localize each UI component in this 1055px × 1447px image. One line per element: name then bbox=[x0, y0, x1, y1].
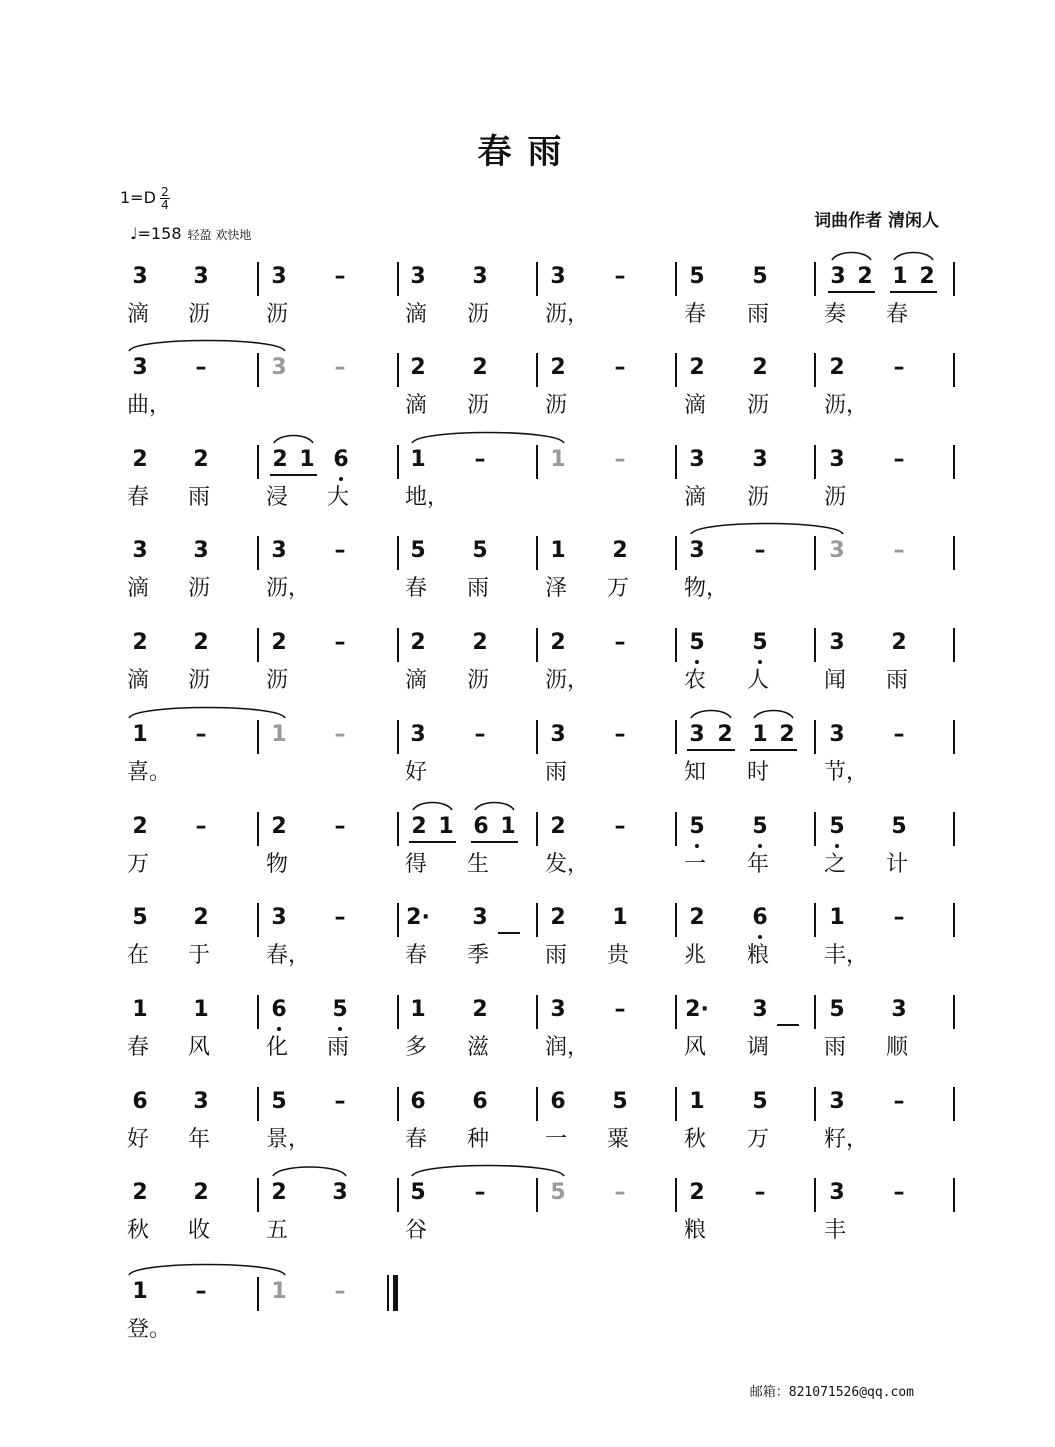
tempo-description: 轻盈 欢快地 bbox=[187, 228, 252, 242]
note: 2 bbox=[193, 905, 209, 930]
note: – bbox=[614, 355, 626, 380]
lyric-syllable: 知 bbox=[684, 760, 707, 785]
tie-slur bbox=[754, 711, 793, 719]
lyric-syllable: 丰， bbox=[824, 943, 869, 968]
note: 2 bbox=[472, 997, 488, 1022]
octave-dot bbox=[695, 844, 699, 848]
note: – bbox=[893, 538, 905, 563]
lyric-syllable: 沥 bbox=[266, 668, 289, 693]
note: 2 bbox=[472, 355, 488, 380]
lyric-syllable: 得 bbox=[405, 852, 428, 877]
note: – bbox=[614, 722, 626, 747]
note: 2 bbox=[550, 905, 566, 930]
lyric-syllable: 丰 bbox=[824, 1218, 847, 1243]
note: 2 bbox=[717, 722, 733, 747]
note: 1 bbox=[612, 905, 628, 930]
quarter-note-icon: ♩ bbox=[130, 224, 138, 243]
note: – bbox=[334, 538, 346, 563]
lyric-syllable: 滴 bbox=[127, 302, 150, 327]
tie-slur bbox=[129, 1265, 285, 1276]
note: 2 bbox=[193, 1180, 209, 1205]
note: 2 bbox=[752, 355, 768, 380]
lyric-syllable: 雨 bbox=[545, 943, 568, 968]
tie-slur bbox=[412, 433, 564, 444]
note: 3 bbox=[829, 538, 845, 563]
contact-email: 邮箱：821071526@qq.com bbox=[749, 1385, 914, 1400]
note: 5 bbox=[410, 538, 426, 563]
lyric-syllable: 喜。 bbox=[127, 760, 172, 785]
key-signature: 1=D bbox=[120, 188, 156, 207]
time-top: 2 bbox=[161, 185, 169, 199]
note: 2 bbox=[689, 355, 705, 380]
note: – bbox=[893, 1089, 905, 1114]
note: 5 bbox=[612, 1089, 628, 1114]
note: 3 bbox=[829, 1180, 845, 1205]
lyric-syllable: 滴 bbox=[405, 393, 428, 418]
note: – bbox=[474, 1180, 486, 1205]
note: 6 bbox=[132, 1089, 148, 1114]
lyric-syllable: 沥 bbox=[266, 302, 289, 327]
note: 5 bbox=[689, 630, 705, 655]
note: 5 bbox=[752, 630, 768, 655]
tie-slur bbox=[691, 711, 731, 719]
lyric-syllable: 风 bbox=[188, 1035, 211, 1060]
note: 5 bbox=[271, 1089, 287, 1114]
note: 3 bbox=[689, 538, 705, 563]
note: 3 bbox=[472, 905, 488, 930]
note: 6 bbox=[550, 1089, 566, 1114]
lyric-syllable: 雨 bbox=[467, 576, 490, 601]
note: 2 bbox=[829, 355, 845, 380]
lyric-syllable: 发， bbox=[545, 852, 590, 877]
lyric-syllable: 雨 bbox=[824, 1035, 847, 1060]
lyric-syllable: 种 bbox=[467, 1127, 490, 1152]
note: 2· bbox=[406, 905, 430, 930]
lyric-syllable: 多 bbox=[405, 1035, 428, 1060]
lyric-syllable: 计 bbox=[886, 852, 909, 877]
note: 2 bbox=[550, 355, 566, 380]
note: 3 bbox=[132, 538, 148, 563]
note: 3 bbox=[829, 722, 845, 747]
lyric-syllable: 沥， bbox=[545, 668, 590, 693]
lyric-syllable: 雨 bbox=[886, 668, 909, 693]
lyric-syllable: 奏 bbox=[824, 302, 847, 327]
note: 3 bbox=[829, 630, 845, 655]
lyric-syllable: 春 bbox=[405, 576, 428, 601]
lyric-syllable: 春 bbox=[886, 302, 909, 327]
octave-dot bbox=[835, 844, 839, 848]
note: – bbox=[334, 630, 346, 655]
lyric-syllable: 浸 bbox=[266, 485, 289, 510]
note: – bbox=[195, 722, 207, 747]
lyric-syllable: 之 bbox=[824, 852, 847, 877]
lyric-syllable: 春 bbox=[127, 1035, 150, 1060]
lyric-syllable: 沥 bbox=[467, 302, 490, 327]
note: – bbox=[614, 264, 626, 289]
tie-slur bbox=[129, 341, 285, 352]
note: 6 bbox=[752, 905, 768, 930]
note: 6 bbox=[472, 1089, 488, 1114]
tie-slur bbox=[129, 708, 285, 719]
tie-slur bbox=[475, 803, 514, 811]
lyric-syllable: 景， bbox=[266, 1127, 311, 1152]
note: 3 bbox=[689, 722, 705, 747]
tempo-value: =158 bbox=[137, 224, 182, 243]
note: – bbox=[334, 814, 346, 839]
note: 5 bbox=[752, 264, 768, 289]
note: 1 bbox=[271, 722, 287, 747]
lyric-syllable: 风 bbox=[684, 1035, 707, 1060]
lyric-syllable: 沥 bbox=[467, 668, 490, 693]
note: 2 bbox=[410, 355, 426, 380]
note: – bbox=[614, 814, 626, 839]
note: – bbox=[893, 447, 905, 472]
note: 3 bbox=[550, 722, 566, 747]
octave-dot bbox=[277, 1027, 281, 1031]
lyric-syllable: 滴 bbox=[127, 668, 150, 693]
note: 3 bbox=[132, 355, 148, 380]
time-bottom: 4 bbox=[161, 198, 169, 212]
note: 5 bbox=[472, 538, 488, 563]
note: 3 bbox=[829, 447, 845, 472]
lyric-syllable: 曲， bbox=[127, 393, 172, 418]
note: 6 bbox=[271, 997, 287, 1022]
lyric-syllable: 谷 bbox=[405, 1218, 428, 1243]
lyric-syllable: 沥 bbox=[188, 576, 211, 601]
lyric-syllable: 粮 bbox=[684, 1218, 707, 1243]
note: 3 bbox=[193, 538, 209, 563]
lyric-syllable: 万 bbox=[607, 576, 630, 601]
octave-dot bbox=[338, 1027, 342, 1031]
octave-dot bbox=[695, 660, 699, 664]
lyric-syllable: 春 bbox=[405, 1127, 428, 1152]
note: 2 bbox=[271, 630, 287, 655]
lyric-syllable: 粮 bbox=[747, 943, 770, 968]
composer-credit: 词曲作者 清闲人 bbox=[814, 211, 939, 231]
tie-slur bbox=[832, 253, 871, 261]
note: 5 bbox=[332, 997, 348, 1022]
note: 5 bbox=[752, 814, 768, 839]
note: 2 bbox=[132, 814, 148, 839]
note: – bbox=[893, 905, 905, 930]
note: – bbox=[474, 722, 486, 747]
lyric-syllable: 节， bbox=[824, 760, 869, 785]
note: 1 bbox=[829, 905, 845, 930]
note: – bbox=[893, 1180, 905, 1205]
note: 2 bbox=[779, 722, 795, 747]
note: 2 bbox=[411, 814, 427, 839]
lyric-syllable: 春 bbox=[127, 485, 150, 510]
note: 2 bbox=[272, 447, 288, 472]
note: 1 bbox=[410, 447, 426, 472]
lyric-syllable: 滴 bbox=[405, 668, 428, 693]
note: 2· bbox=[685, 997, 709, 1022]
lyric-syllable: 年 bbox=[188, 1127, 211, 1152]
lyric-syllable: 收 bbox=[188, 1218, 211, 1243]
note: – bbox=[754, 1180, 766, 1205]
note: 6 bbox=[410, 1089, 426, 1114]
note: 2 bbox=[857, 264, 873, 289]
note: 3 bbox=[550, 997, 566, 1022]
note: 3 bbox=[132, 264, 148, 289]
note: 3 bbox=[550, 264, 566, 289]
octave-dot bbox=[758, 844, 762, 848]
octave-dot bbox=[758, 935, 762, 939]
lyric-syllable: 粟 bbox=[607, 1127, 630, 1152]
note: 3 bbox=[332, 1180, 348, 1205]
lyric-syllable: 时 bbox=[747, 760, 770, 785]
note: – bbox=[614, 997, 626, 1022]
note: 5 bbox=[550, 1180, 566, 1205]
lyric-syllable: 滴 bbox=[684, 393, 707, 418]
note: 1 bbox=[299, 447, 315, 472]
note: 5 bbox=[891, 814, 907, 839]
note: – bbox=[893, 355, 905, 380]
lyric-syllable: 一 bbox=[545, 1127, 568, 1152]
note: 1 bbox=[410, 997, 426, 1022]
note: 5 bbox=[752, 1089, 768, 1114]
note: 1 bbox=[550, 538, 566, 563]
note: – bbox=[614, 630, 626, 655]
note: 2 bbox=[410, 630, 426, 655]
tie-slur bbox=[273, 1167, 346, 1176]
note: 2 bbox=[550, 630, 566, 655]
note: 1 bbox=[132, 997, 148, 1022]
lyric-syllable: 润， bbox=[545, 1035, 590, 1060]
tie-slur bbox=[894, 253, 933, 261]
note: – bbox=[334, 1089, 346, 1114]
lyric-syllable: 地， bbox=[405, 485, 450, 510]
note: 1 bbox=[132, 1279, 148, 1304]
note: 1 bbox=[438, 814, 454, 839]
lyric-syllable: 雨 bbox=[327, 1035, 350, 1060]
lyric-syllable: 沥 bbox=[545, 393, 568, 418]
lyric-syllable: 滴 bbox=[405, 302, 428, 327]
note: 3 bbox=[829, 1089, 845, 1114]
tie-slur bbox=[413, 803, 452, 811]
note: 3 bbox=[752, 997, 768, 1022]
note: 2 bbox=[550, 814, 566, 839]
note: 1 bbox=[892, 264, 908, 289]
note: 2 bbox=[689, 1180, 705, 1205]
note: – bbox=[334, 1279, 346, 1304]
note: – bbox=[195, 355, 207, 380]
lyric-syllable: 沥 bbox=[188, 302, 211, 327]
note: 6 bbox=[473, 814, 489, 839]
lyric-syllable: 于 bbox=[188, 943, 211, 968]
note: 3 bbox=[271, 905, 287, 930]
note: 3 bbox=[410, 722, 426, 747]
lyric-syllable: 秋 bbox=[127, 1218, 150, 1243]
lyric-syllable: 沥 bbox=[188, 668, 211, 693]
lyric-syllable: 闻 bbox=[824, 668, 847, 693]
note: 2 bbox=[271, 1180, 287, 1205]
note: 1 bbox=[500, 814, 516, 839]
lyric-syllable: 好 bbox=[127, 1127, 150, 1152]
note: 2 bbox=[132, 1180, 148, 1205]
note: 3 bbox=[830, 264, 846, 289]
note: 5 bbox=[829, 814, 845, 839]
lyric-syllable: 万 bbox=[127, 852, 150, 877]
lyric-syllable: 滋 bbox=[467, 1035, 490, 1060]
lyric-syllable: 春 bbox=[405, 943, 428, 968]
note: 3 bbox=[752, 447, 768, 472]
note: – bbox=[614, 1180, 626, 1205]
lyric-syllable: 生 bbox=[467, 852, 490, 877]
note: 2 bbox=[472, 630, 488, 655]
note: 2 bbox=[689, 905, 705, 930]
note: 5 bbox=[410, 1180, 426, 1205]
lyric-syllable: 人 bbox=[747, 668, 770, 693]
note: 5 bbox=[689, 264, 705, 289]
lyric-syllable: 农 bbox=[684, 668, 707, 693]
lyric-syllable: 登。 bbox=[127, 1317, 172, 1342]
note: – bbox=[334, 905, 346, 930]
note: 3 bbox=[271, 355, 287, 380]
lyric-syllable: 好 bbox=[405, 760, 428, 785]
lyric-syllable: 万 bbox=[747, 1127, 770, 1152]
lyric-syllable: 沥 bbox=[747, 485, 770, 510]
note: 6 bbox=[333, 447, 349, 472]
lyric-syllable: 雨 bbox=[188, 485, 211, 510]
note: 3 bbox=[689, 447, 705, 472]
lyric-syllable: 泽 bbox=[545, 576, 568, 601]
song-title: 春雨 bbox=[477, 132, 578, 172]
note: – bbox=[614, 447, 626, 472]
lyric-syllable: 雨 bbox=[545, 760, 568, 785]
note: 2 bbox=[193, 447, 209, 472]
lyric-syllable: 沥 bbox=[467, 393, 490, 418]
note: 1 bbox=[689, 1089, 705, 1114]
lyric-syllable: 五 bbox=[266, 1218, 289, 1243]
note: 2 bbox=[193, 630, 209, 655]
lyric-syllable: 滴 bbox=[684, 485, 707, 510]
tie-slur bbox=[274, 436, 313, 444]
lyric-syllable: 秋 bbox=[684, 1127, 707, 1152]
note: 3 bbox=[271, 264, 287, 289]
lyric-syllable: 沥 bbox=[824, 485, 847, 510]
lyric-syllable: 雨 bbox=[747, 302, 770, 327]
note: – bbox=[195, 814, 207, 839]
note: 3 bbox=[271, 538, 287, 563]
note: 3 bbox=[193, 264, 209, 289]
octave-dot bbox=[758, 660, 762, 664]
lyric-syllable: 一 bbox=[684, 852, 707, 877]
note: 1 bbox=[132, 722, 148, 747]
octave-dot bbox=[339, 477, 343, 481]
lyric-syllable: 春 bbox=[684, 302, 707, 327]
note: – bbox=[334, 264, 346, 289]
lyric-syllable: 在 bbox=[127, 943, 150, 968]
note: 3 bbox=[472, 264, 488, 289]
note: 5 bbox=[132, 905, 148, 930]
note: – bbox=[334, 722, 346, 747]
lyric-syllable: 兆 bbox=[684, 943, 707, 968]
note: 2 bbox=[132, 447, 148, 472]
lyric-syllable: 籽， bbox=[824, 1127, 869, 1152]
lyric-syllable: 滴 bbox=[127, 576, 150, 601]
lyric-syllable: 沥， bbox=[266, 576, 311, 601]
note: 1 bbox=[550, 447, 566, 472]
note: 5 bbox=[829, 997, 845, 1022]
note: 1 bbox=[271, 1279, 287, 1304]
note: 2 bbox=[132, 630, 148, 655]
lyric-syllable: 贵 bbox=[607, 943, 630, 968]
note: 1 bbox=[193, 997, 209, 1022]
lyric-syllable: 春， bbox=[266, 943, 311, 968]
note: – bbox=[893, 722, 905, 747]
lyric-syllable: 调 bbox=[747, 1035, 770, 1060]
lyric-syllable: 沥 bbox=[747, 393, 770, 418]
note: 3 bbox=[410, 264, 426, 289]
note: 1 bbox=[752, 722, 768, 747]
note: – bbox=[474, 447, 486, 472]
note: 2 bbox=[612, 538, 628, 563]
lyric-syllable: 大 bbox=[327, 485, 350, 510]
lyric-syllable: 化 bbox=[266, 1035, 289, 1060]
note: – bbox=[334, 355, 346, 380]
tie-slur bbox=[412, 1166, 564, 1177]
lyric-syllable: 顺 bbox=[886, 1035, 909, 1060]
note: 5 bbox=[689, 814, 705, 839]
lyric-syllable: 年 bbox=[747, 852, 770, 877]
lyric-syllable: 物 bbox=[266, 852, 289, 877]
note: – bbox=[195, 1279, 207, 1304]
lyric-syllable: 沥， bbox=[545, 302, 590, 327]
note: – bbox=[754, 538, 766, 563]
note: 3 bbox=[891, 997, 907, 1022]
note: 2 bbox=[919, 264, 935, 289]
lyric-syllable: 物， bbox=[684, 576, 729, 601]
tie-slur bbox=[691, 524, 843, 535]
note: 2 bbox=[271, 814, 287, 839]
lyric-syllable: 沥， bbox=[824, 393, 869, 418]
note: 2 bbox=[891, 630, 907, 655]
note: 3 bbox=[193, 1089, 209, 1114]
lyric-syllable: 季 bbox=[467, 943, 490, 968]
